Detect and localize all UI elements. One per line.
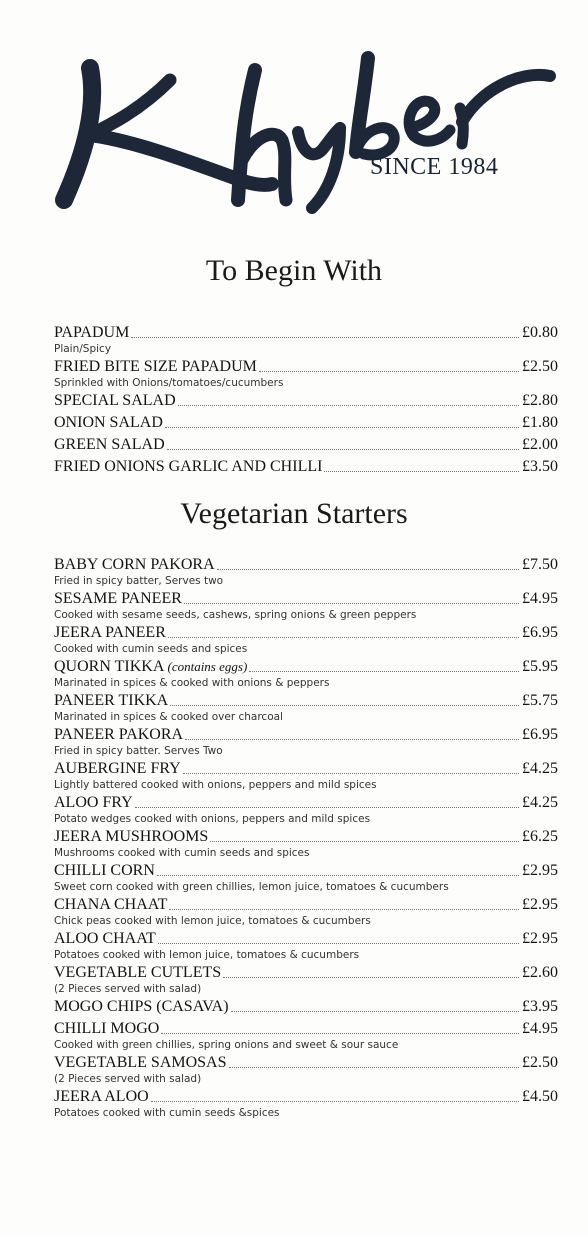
menu-item [54,827,558,861]
menu-item [54,997,558,1016]
leader-dots [170,693,519,706]
item-price: £4.95 [522,1020,558,1037]
leader-dots [157,863,519,876]
item-price: £4.25 [522,794,558,811]
item-description: Fried in spicy batter, Serves two [54,575,224,587]
item-price: £4.95 [522,590,558,607]
leader-dots [131,325,519,338]
item-name: QUORN TIKKA (contains eggs) [54,658,248,675]
item-name: AUBERGINE FRY [54,760,181,777]
menu-item [54,929,558,963]
leader-dots [183,761,519,774]
item-price: £2.60 [522,964,558,981]
item-description: Fried in spicy batter. Serves Two [54,745,223,757]
item-description: Cooked with cumin seeds and spices [54,643,248,655]
leader-dots [185,727,519,740]
item-description: Marinated in spices & cooked over charcoal [54,711,283,723]
menu-item [54,391,558,410]
leader-dots [223,965,519,978]
item-note: (contains eggs) [167,659,248,674]
item-name: JEERA ALOO [54,1088,149,1105]
menu-item [54,657,558,691]
leader-dots [229,1055,519,1068]
item-description: Lightly battered cooked with onions, peppers and mild spices [54,779,377,791]
item-name: SPECIAL SALAD [54,392,176,409]
menu-item [54,691,558,725]
item-description: Plain/Spicy [54,343,112,355]
leader-dots [217,557,519,570]
item-price: £6.25 [522,828,558,845]
item-price: £3.95 [522,998,558,1015]
item-price: £2.80 [522,392,558,409]
item-name: JEERA MUSHROOMS [54,828,209,845]
item-price: £5.75 [522,692,558,709]
leader-dots [184,591,519,604]
item-name: PAPADUM [54,324,130,341]
menu-list-starters [54,323,558,476]
item-price: £2.50 [522,358,558,375]
menu-item [54,759,558,793]
item-name: FRIED BITE SIZE PAPADUM [54,358,257,375]
leader-dots [210,829,519,842]
item-price: £4.50 [522,1088,558,1105]
leader-dots [167,437,519,450]
menu-item [54,963,558,997]
item-price: £2.95 [522,862,558,879]
item-name: CHILLI MOGO [54,1020,160,1037]
menu-item [54,413,558,432]
item-name: ONION SALAD [54,414,163,431]
menu-item [54,323,558,357]
item-description: Potatoes cooked with lemon juice, tomatoes & cucumbers [54,949,360,961]
since-year: SINCE 1984 [370,154,499,180]
item-description: Mushrooms cooked with cumin seeds and spices [54,847,310,859]
item-price: £2.00 [522,436,558,453]
section-title: To Begin With [205,254,383,287]
menu-item [54,861,558,895]
item-description: Potato wedges cooked with onions, peppers and mild spices [54,813,371,825]
menu-item [54,1053,558,1087]
menu-item [54,1087,558,1121]
menu-item [54,793,558,827]
leader-dots [169,897,519,910]
menu-list-vegetarian [54,555,558,1121]
menu-item [54,1019,558,1053]
menu-item [54,457,558,476]
item-description: Potatoes cooked with cumin seeds &spices [54,1107,280,1119]
leader-dots [231,999,519,1012]
leader-dots [259,359,519,372]
item-description: Cooked with green chillies, spring onions and sweet & sour sauce [54,1039,399,1051]
menu-item [54,895,558,929]
item-name: BABY CORN PAKORA [54,556,215,573]
leader-dots [135,795,519,808]
item-price: £7.50 [522,556,558,573]
leader-dots [151,1089,519,1102]
item-description: Sprinkled with Onions/tomatoes/cucumbers [54,377,284,389]
menu-item [54,357,558,391]
item-price: £2.95 [522,930,558,947]
item-name: VEGETABLE CUTLETS [54,964,222,981]
item-price: £2.95 [522,896,558,913]
item-price: £2.50 [522,1054,558,1071]
item-name: GREEN SALAD [54,436,165,453]
item-name: PANEER PAKORA [54,726,184,743]
item-name: ALOO CHAAT [54,930,156,947]
menu-item [54,435,558,454]
leader-dots [168,625,519,638]
leader-dots [165,415,519,428]
item-name: JEERA PANEER [54,624,166,641]
item-description: Chick peas cooked with lemon juice, tomatoes & cucumbers [54,915,371,927]
item-name: MOGO CHIPS (CASAVA) [54,998,229,1015]
item-name: ALOO FRY [54,794,133,811]
leader-dots [324,459,519,472]
item-price: £6.95 [522,726,558,743]
item-price: £3.50 [522,458,558,475]
item-name: SESAME PANEER [54,590,182,607]
menu-item [54,725,558,759]
item-description: Sweet corn cooked with green chillies, lemon juice, tomatoes & cucumbers [54,881,449,893]
item-price: £4.25 [522,760,558,777]
item-name: CHANA CHAAT [54,896,168,913]
section-title: Vegetarian Starters [180,497,408,530]
item-price: £6.95 [522,624,558,641]
leader-dots [158,931,519,944]
khyber-logo [50,40,560,215]
item-name: PANEER TIKKA [54,692,169,709]
item-price: £5.95 [522,658,558,675]
menu-item [54,623,558,657]
item-description: Cooked with sesame seeds, cashews, spring onions & green peppers [54,609,417,621]
item-description: (2 Pieces served with salad) [54,1073,202,1085]
item-name: VEGETABLE SAMOSAS [54,1054,227,1071]
item-name: FRIED ONIONS GARLIC AND CHILLI [54,458,323,475]
leader-dots [249,659,519,672]
item-name: CHILLI CORN [54,862,155,879]
item-price: £1.80 [522,414,558,431]
menu-item [54,589,558,623]
item-price: £0.80 [522,324,558,341]
menu-item [54,555,558,589]
leader-dots [178,393,519,406]
item-description: Marinated in spices & cooked with onions & peppers [54,677,330,689]
item-description: (2 Pieces served with salad) [54,983,202,995]
leader-dots [161,1021,519,1034]
